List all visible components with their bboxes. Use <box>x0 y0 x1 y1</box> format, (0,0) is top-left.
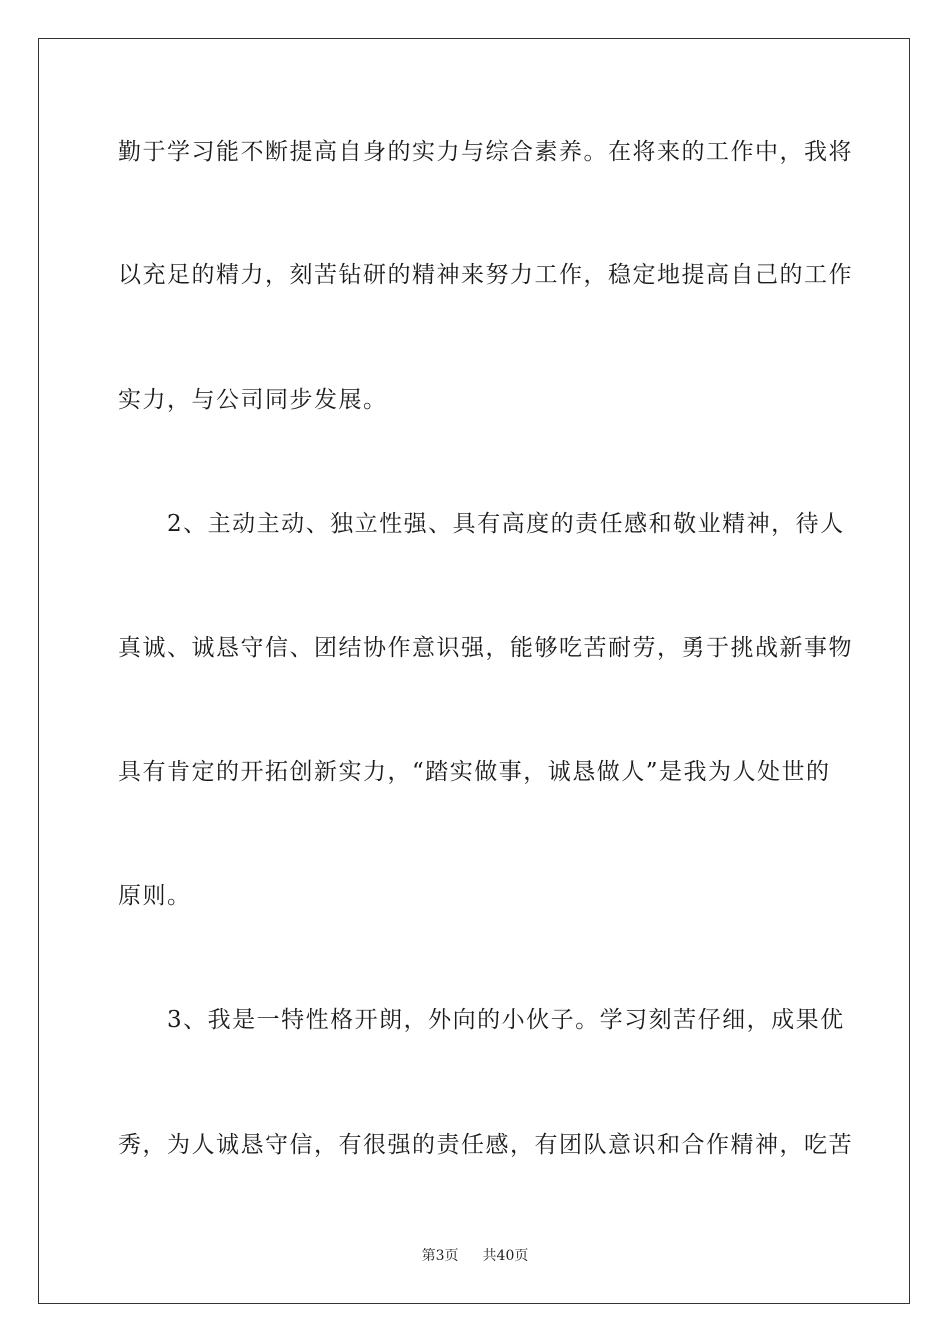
page-number: 第3页 <box>421 1248 459 1264</box>
body-text-line: 具有肯定的开拓创新实力，“踏实做事，诚恳做人”是我为人处世的 <box>118 759 831 785</box>
page-border <box>38 38 910 1304</box>
body-text-line: 原则。 <box>118 883 192 909</box>
body-text-line: 秀，为人诚恳守信，有很强的责任感，有团队意识和合作精神，吃苦 <box>118 1132 853 1158</box>
body-text-line: 以充足的精力，刻苦钻研的精神来努力工作，稳定地提高自己的工作 <box>118 262 853 288</box>
body-text-line: 勤于学习能不断提高自身的实力与综合素养。在将来的工作中，我将 <box>118 139 853 165</box>
body-text-line: 真诚、诚恳守信、团结协作意识强，能够吃苦耐劳，勇于挑战新事物 <box>118 635 853 661</box>
body-text-line: 实力，与公司同步发展。 <box>118 387 388 413</box>
page-footer <box>0 1246 950 1266</box>
body-text-line: 2、主动主动、独立性强、具有高度的责任感和敬业精神，待人 <box>118 511 845 537</box>
body-text-line: 3、我是一特性格开朗，外向的小伙子。学习刻苦仔细，成果优 <box>118 1007 845 1033</box>
page-total: 共40页 <box>482 1248 529 1264</box>
